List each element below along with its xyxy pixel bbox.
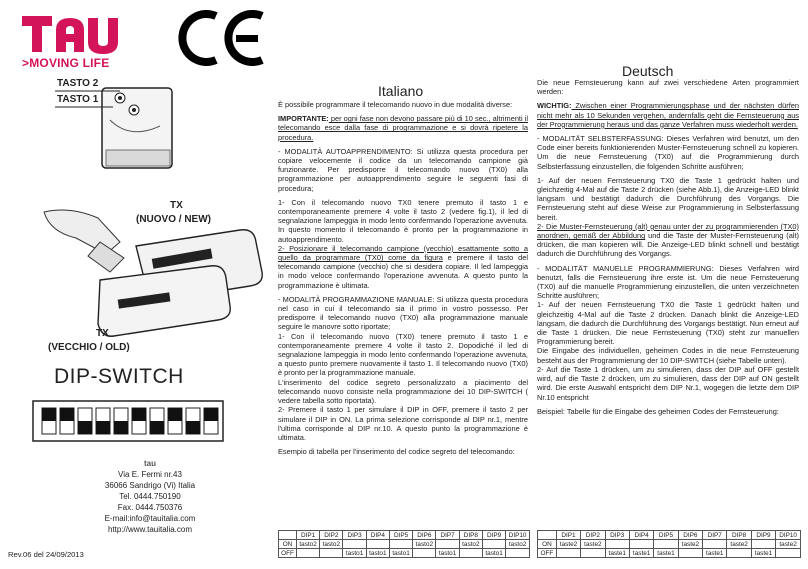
address-street: Via E. Fermi nr.43 [118, 470, 182, 479]
tau-logo [22, 10, 120, 54]
de-table-caption: Beispiel: Tabelle für die Eingabe des geheimen Codes der Fernsteuerung: [537, 406, 779, 416]
it-step2: 2- Posizionare il telecomando campione (vecchio) esattamente sotto a quello da programmare (TX0) come da figura e premere il tasto del telecomando campione (vecchio) che si desidera copiare. Il led lampeggia in modo veloce confermando l'operazione avvenuta. A questo punto la programmazione è ultimata. [278, 243, 528, 290]
label-tx-new: TX [170, 200, 183, 211]
address-fax: Fax. 0444.750376 [117, 503, 183, 512]
ce-mark [178, 8, 268, 68]
italiano-title: Italiano [378, 83, 424, 99]
label-tx-old: TX [96, 328, 109, 339]
company-name: tau [144, 459, 156, 468]
de-intro: Die neue Fernsteuerung kann auf zwei verschiedene Arten programmiert werden: [537, 78, 799, 97]
de-auto-mode: - MODALITÄT SELBSTERFASSUNG: Dieses Verfahren wird benutzt, um den Code einer bereits funktionierenden Muster-Fernsteuerung schnell zu kopieren. Um die neue Fernsteuerung (TX0) auf die Programmierung durch Selbsterfassung einzustellen, die folgenden Schritte ausführen; [537, 134, 799, 171]
de-manual-mode: - MODALITÄT MANUELLE PROGRAMMIERUNG: Dieses Verfahren wird benutzt, falls die Fernsteuerung ihre erste ist. Um die neue Fernsteuerung (TX0) auf die manuelle Programmierung einzustellen, die unten verzeichneten Schritte ausführen; [537, 263, 799, 301]
it-auto-mode: - MODALITÀ AUTOAPPRENDIMENTO: Si utilizza questa procedura per copiare velocemente il codice da un telecomando campione già funzionante. Per predisporre il telecomando nuovo (TX0) alla programmazione per autoapprendimento seguire le seguenti fasi di procedura; [278, 146, 528, 193]
de-important: WICHTIG: Zwischen einer Programmierungsphase und der nächsten dürfen nicht mehr als 10 Sekunden vergehen, andernfalls geht die Fernsteuerung aus der Programmierung heraus und das ganze Verfahren muss wiederholt werden. [537, 101, 799, 129]
de-step1: 1- Auf der neuen Fernsteuerung TX0 die Taste 1 gedrückt halten und gleichzeitig 4-Mal auf die Taste 2 drücken (siehe Abb.1), die Anzeige-LED blinkt langsam und bestätigt dadurch die Durchführung des Vorgangs. Die Fernsteuerung steht auf diese Weise zur Programmierung in Selbsterfassung bereit. [537, 175, 799, 222]
it-code-info: L'inserimento del codice segreto personalizzato a piacimento del telecomando nuovo consiste nella programmazione dei 10 DIP-SWITCH ( vedere tabella sotto riportata). [278, 377, 528, 406]
label-tx-new-sub: (NUOVO / NEW) [136, 214, 211, 225]
it-manual-step2: 2- Premere il tasto 1 per simulare il DIP in OFF, premere il tasto 2 per simulare il DIP in ON. La prima selezione corrisponde al DIP nr.1, mentre l'ultima corrisponde al DIP nr.10. A questo punto la programmazione è ultimata. [278, 405, 528, 442]
de-dip-table [537, 530, 801, 558]
table-header-row: DIP1 DIP2 DIP3 DIP4 DIP5 DIP6 DIP7 DIP8 DIP9 DIP10 [538, 531, 801, 540]
de-manual-step1: 1- Auf der neuen Fernsteuerung TX0 die Taste 1 gedrückt halten und gleichzeitig 4-Mal auf die Taste 2 drücken. Danach blinkt die Anzeige-LED langsam, die dadurch die Durchführung des Vorgangs bestätigt. Nun erneut auf die Taste 1 drücken. Die neue Fernsteuerung (TX0) steht zur manuellen Programmierung bereit. [537, 300, 799, 347]
company-address [80, 458, 220, 535]
it-manual-step1: 1- Con il telecomando nuovo (TX0) tenere premuto il tasto 1 e contemporaneamente premere 4 volte il tasto 2. Dopodiché il led di segnalazione lampeggia in modo lento confermando l'operazione avvenuta, a questo punto premere nuovamente il tasto 1. Il telecomando nuovo (TX0) è pronto per la programmazione manuale. [278, 331, 528, 378]
label-tasto2: TASTO 2 [57, 78, 99, 89]
leader-lines [55, 88, 125, 108]
table-row-on: ON tasto2 tasto2 tasto2 tasto2 tasto2 [279, 540, 530, 549]
it-important: IMPORTANTE: per ogni fase non devono passare più di 10 sec., altrimenti il telecomando esce dalla fase di programmazione e si dovrà ripetere la procedura. [278, 114, 528, 142]
it-manual-mode: - MODALITÀ PROGRAMMAZIONE MANUALE: Si utilizza questa procedura nel caso in cui il telecomando sia il primo in vostro possesso. Per predisporre il telecomando nuovo (TX0) alla programmazione manuale seguire le manovre sotto riportate; [278, 294, 528, 332]
label-tx-old-sub: (VECCHIO / OLD) [48, 342, 130, 353]
address-tel: Tel. 0444.750190 [119, 492, 181, 501]
brand-tagline: >MOVING LIFE [22, 56, 110, 70]
address-email[interactable]: E-mail:info@tauitalia.com [104, 514, 196, 523]
de-step2: 2- Die Muster-Fernsteuerung (alt) genau unter der zu programmierenden (TX0) anordnen, gemäß der Abbildung und die Taste der Muster-Fernsteuerung (alt) drücken, die man kopieren will. Die Anzeige-LED blinkt schnell und bestätigt dadurch die Durchführung des Vorgangs. [537, 221, 799, 259]
dip-switch-title: DIP-SWITCH [54, 365, 184, 388]
table-row-off: OFF tasto1 tasto1 tasto1 tasto1 tasto1 [279, 549, 530, 558]
italiano-body [278, 100, 528, 461]
deutsch-title: Deutsch [622, 63, 674, 79]
dip-switch-diagram [32, 400, 224, 442]
de-code-info: Die Eingabe des individuellen, geheimen Codes in die neue Fernsteuerung besteht aus der Programmierung der 10 DIP-SWITCH (siehe Tabelle unten). [537, 346, 799, 365]
table-row-on: ON taste2 taste2 taste2 taste2 taste2 [538, 540, 801, 549]
table-row-off: OFF taste1 taste1 taste1 taste1 taste1 [538, 549, 801, 558]
remote-figure-2 [40, 202, 270, 352]
it-table-caption: Esempio di tabella per l'inserimento del codice segreto del telecomando: [278, 447, 515, 457]
it-step1: 1- Con il telecomando nuovo TX0 tenere premuto il tasto 1 e contemporaneamente premere 4 volte il tasto 2 (vedere fig.1), il led di segnalazione lampeggia in modo lento confermando l'operazione avvenuta. In questo momento il telecomando è pronto per la programmazione in autoapprendimento. [278, 197, 528, 244]
revision-label: Rev.06 del 24/09/2013 [8, 550, 84, 559]
de-manual-step2: 2- Auf die Taste 1 drücken, um zu simulieren, dass der DIP auf OFF gestellt wird, auf die Taste 2 drücken, um zu simulieren, dass der DIP auf ON gestellt wird. Die erste Auswahl entspricht dem DIP Nr.1, wogegen die letzte dem DIP Nr.10 entspricht [537, 364, 799, 402]
address-city: 36066 Sandrigo (Vi) Italia [104, 481, 196, 490]
address-web[interactable]: http://www.tauitalia.com [107, 525, 193, 534]
table-header-row: DIP1 DIP2 DIP3 DIP4 DIP5 DIP6 DIP7 DIP8 DIP9 DIP10 [279, 531, 530, 540]
deutsch-body [537, 78, 799, 421]
it-dip-table [278, 530, 530, 558]
it-intro: È possibile programmare il telecomando nuovo in due modalità diverse: [278, 100, 513, 109]
label-tasto1: TASTO 1 [57, 94, 99, 105]
